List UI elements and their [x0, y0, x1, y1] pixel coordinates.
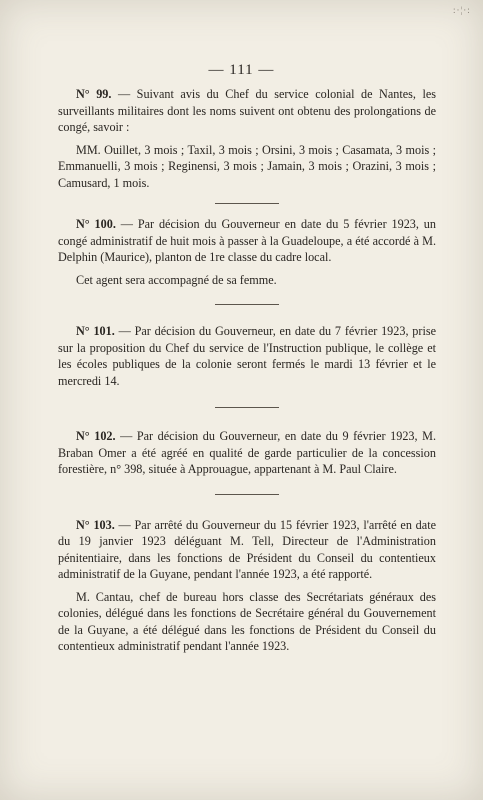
paragraph-102-1 — [58, 428, 436, 478]
section-number: N° 99. — [76, 87, 112, 101]
paragraph-text: — Suivant avis du Chef du service colonial de Nantes, les surveillants militaires dont les noms suivent ont obtenu des prolongations de congé, savoir : — [58, 87, 436, 134]
paragraph-101-1 — [58, 323, 436, 389]
section-number: N° 101. — [76, 324, 115, 338]
separator-rule — [215, 407, 279, 408]
paragraph-99-1 — [58, 86, 436, 136]
section-101 — [58, 323, 436, 389]
section-number: N° 102. — [76, 429, 116, 443]
paragraph-text: — Par décision du Gouverneur, en date du 9 février 1923, M. Braban Omer a été agréé en qualité de garde particulier de la concession forestière, n° 398, située à Approuague, appartenant à M. Paul Claire. — [58, 429, 436, 476]
section-number: N° 103. — [76, 517, 115, 532]
paragraph-100-2: Cet agent sera accompagné de sa femme. — [76, 272, 277, 287]
section-103 — [58, 517, 436, 655]
section-100 — [58, 216, 436, 288]
ink-speckle — [340, 762, 400, 770]
paragraph-text: — Par décision du Gouverneur, en date du 7 février 1923, prise sur la proposition du Chef du service de l'Instruction publique, le collège et les écoles publiques de la colonie seront fermés le mardi 13 février et le mercredi 14. — [58, 324, 436, 388]
section-102 — [58, 428, 436, 478]
paragraph-103-1 — [58, 517, 436, 583]
paragraph-99-2: MM. Ouillet, 3 mois ; Taxil, 3 mois ; Orsini, 3 mois ; Casamata, 3 mois ; Emmanuelli, 3 mois ; Reginensi, 3 mois ; Jamain, 3 mois ; Orazini, 3 mois ; Camusard, 1 mois. — [58, 142, 436, 190]
paragraph-100-1 — [58, 216, 436, 266]
separator-rule — [215, 203, 279, 204]
margin-mark: :·¦·: — [453, 5, 471, 15]
paragraph-text: — Par décision du Gouverneur en date du 5 février 1923, un congé administratif de huit mois à passer à la Guadeloupe, a été accordé à M. Delphin (Maurice), planton de 1re classe du cadre local. — [58, 217, 436, 264]
separator-rule — [215, 494, 279, 495]
section-99 — [58, 86, 436, 191]
page-number: — 111 — — [208, 62, 275, 78]
paragraph-text: — Par arrêté du Gouverneur du 15 février 1923, l'arrêté en date du 19 janvier 1923 déléguant M. Tell, Directeur de l'Administration pénitentiaire, dans les fonctions de Président du Conseil du contentieux administratif de la Guyane, pendant l'année 1923, a été rapporté. — [58, 517, 436, 581]
page-content — [58, 86, 436, 655]
paragraph-103-2: M. Cantau, chef de bureau hors classe des Secrétariats généraux des colonies, délégué dans les fonctions de Secrétaire général du Gouvernement de la Guyane, a été délégué dans les fonctions de Président du Conseil du contentieux administratif pendant l'année 1923. — [58, 589, 436, 653]
section-number: N° 100. — [76, 217, 116, 231]
separator-rule — [215, 304, 279, 305]
